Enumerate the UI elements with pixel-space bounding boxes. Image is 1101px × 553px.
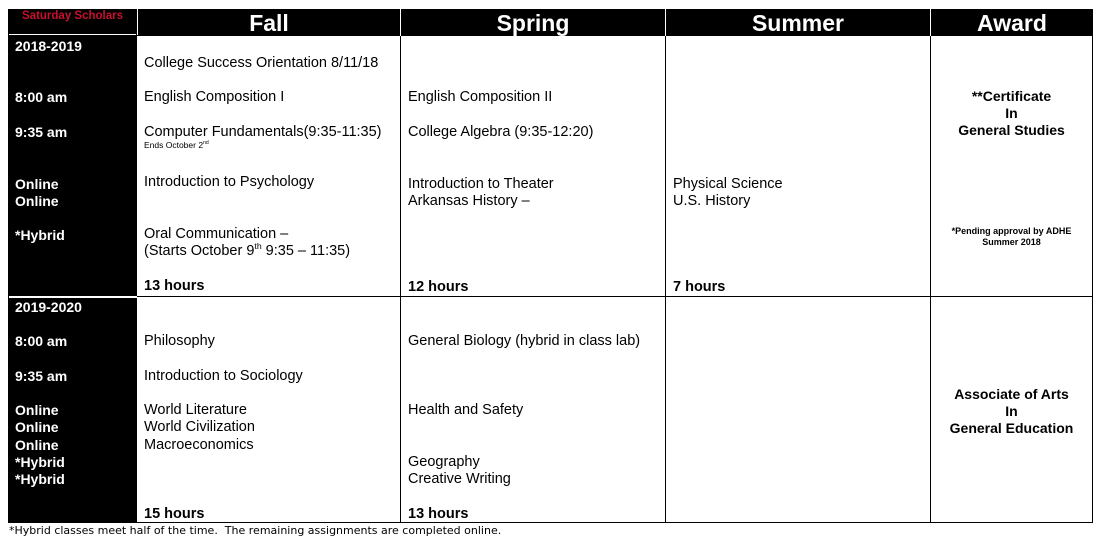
award-line: General Studies [958, 122, 1065, 138]
course-item: Arkansas History – [408, 193, 530, 209]
time-label: 9:35 am [15, 368, 68, 384]
footnote: *Hybrid classes meet half of the time. The remaining assignments are completed online. [9, 524, 502, 537]
course-item: Geography [408, 454, 480, 470]
pending-line: *Pending approval by ADHE [951, 226, 1072, 236]
time-label: 8:00 am [15, 89, 68, 105]
grid-line-right [1092, 36, 1093, 523]
year-label-2019-2020: 2019-2020 [15, 299, 82, 315]
delivery-label: *Hybrid [15, 227, 65, 243]
delivery-label: Online [15, 176, 59, 192]
delivery-label: Online [15, 402, 59, 418]
course-item: Physical Science [673, 176, 783, 192]
column-header-fall: Fall [249, 10, 289, 36]
award-certificate [931, 88, 1092, 139]
column-header-summer: Summer [751, 10, 845, 36]
award-line: General Education [949, 420, 1074, 436]
course-item: Introduction to Theater [408, 176, 554, 192]
award-line: Associate of Arts [954, 386, 1069, 402]
delivery-label: *Hybrid [15, 454, 65, 470]
hours-total: 7 hours [673, 279, 726, 295]
course-item: Oral Communication – [144, 226, 289, 242]
award-line: In [1005, 403, 1018, 419]
course-item-detail: (Starts October 9th 9:35 – 11:35) [144, 241, 351, 259]
hours-total: 13 hours [144, 278, 205, 294]
course-item: Macroeconomics [144, 437, 254, 453]
delivery-label: *Hybrid [15, 471, 65, 487]
course-item: Health and Safety [408, 402, 524, 418]
course-item: Creative Writing [408, 471, 511, 487]
grid-line-spring-summer [665, 36, 666, 523]
award-pending-note [931, 226, 1092, 247]
time-label: 9:35 am [15, 124, 68, 140]
award-line: **Certificate [971, 88, 1052, 104]
award-associate [931, 386, 1092, 437]
course-item: World Civilization [144, 419, 255, 435]
header-brand-underline [9, 34, 136, 35]
delivery-label: Online [15, 437, 59, 453]
course-item: World Literature [144, 402, 247, 418]
column-header-spring: Spring [496, 10, 570, 36]
delivery-label: Online [15, 193, 59, 209]
hours-total: 13 hours [408, 506, 469, 522]
course-orientation: College Success Orientation 8/11/18 [144, 55, 379, 71]
course-item: Philosophy [144, 333, 215, 349]
course-item: Introduction to Sociology [144, 368, 303, 384]
grid-line-year-separator [137, 296, 1093, 297]
time-label: 8:00 am [15, 333, 68, 349]
course-note: Ends October 2nd [144, 140, 209, 150]
course-item: English Composition I [144, 89, 285, 105]
year-separator-left [9, 296, 137, 298]
year-label-2018-2019: 2018-2019 [15, 38, 82, 54]
course-item: College Algebra (9:35-12:20) [408, 124, 594, 140]
course-item: English Composition II [408, 89, 553, 105]
hours-total: 12 hours [408, 279, 469, 295]
pending-line: Summer 2018 [982, 236, 1041, 247]
course-item: Computer Fundamentals(9:35-11:35) [144, 124, 382, 140]
award-line: In [1005, 105, 1018, 121]
delivery-label: Online [15, 419, 59, 435]
column-header-award: Award [977, 10, 1047, 36]
course-item: General Biology (hybrid in class lab) [408, 333, 641, 349]
course-item: Introduction to Psychology [144, 174, 315, 190]
hours-total: 15 hours [144, 506, 205, 522]
brand-label: Saturday Scholars [22, 10, 123, 22]
grid-line-fall-spring [400, 36, 401, 523]
course-item: U.S. History [673, 193, 751, 209]
